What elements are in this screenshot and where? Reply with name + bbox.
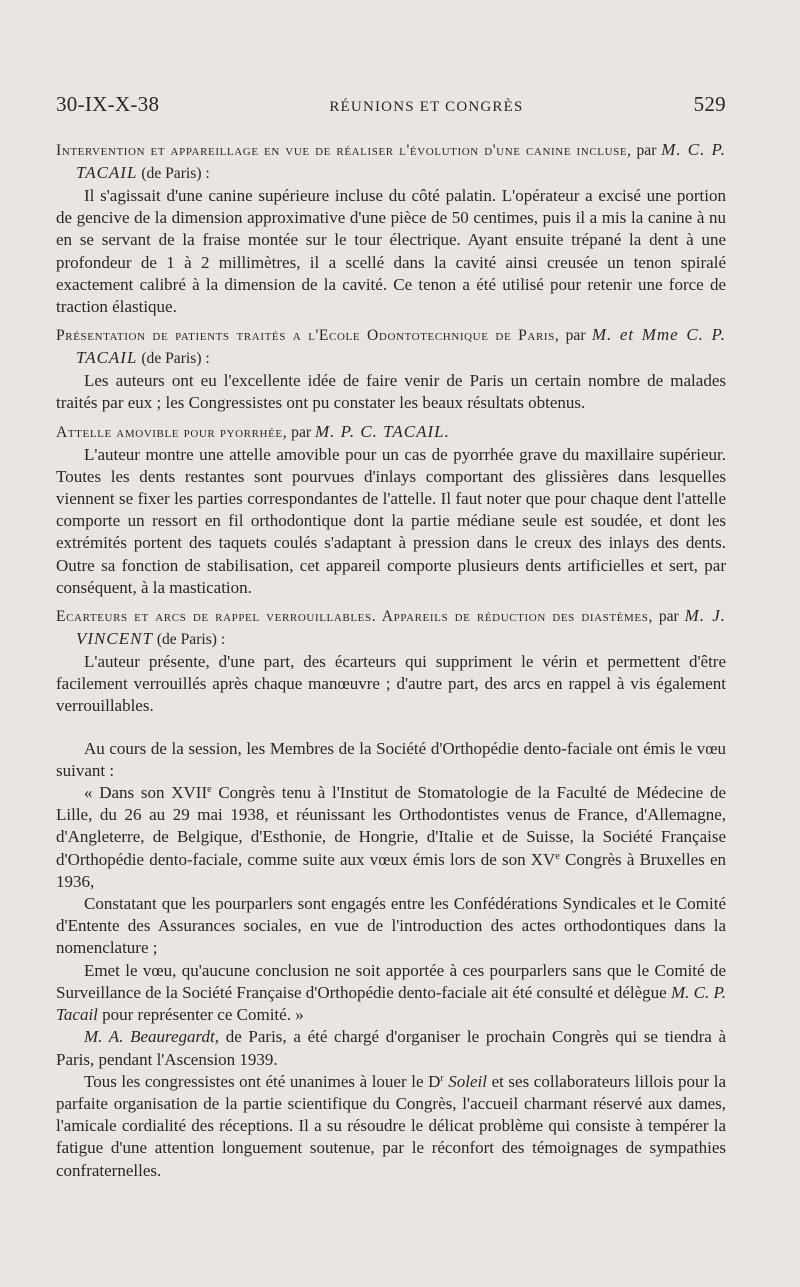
closing-intro: Au cours de la session, les Membres de la Société d'Orthopédie dento-faciale ont émis le vœu suivant : xyxy=(56,738,726,780)
voeu-paragraph-2: Constatant que les pourparlers sont engagés entre les Confédérations Syndicales et le Comité d'Entente des Assurances sociales, en vue de l'introduction des actes orthodontiques dans la nomenclature ; xyxy=(56,894,726,958)
article-author: M. P. C. TACAIL. xyxy=(314,421,450,441)
ordinal-sup: e xyxy=(207,784,212,796)
thanks-text: Tous les congressistes ont été unanimes à louer le D xyxy=(84,1071,441,1091)
voeu-text: Congrès à Bruxelles en 1936, xyxy=(56,849,726,891)
article-place: (de Paris) : xyxy=(141,350,210,368)
article-heading xyxy=(56,139,726,185)
article-author: M. et Mme C. P. TACAIL xyxy=(76,325,726,368)
article-by: par xyxy=(565,327,586,345)
running-head xyxy=(56,92,726,117)
section-title: RÉUNIONS ET CONGRÈS xyxy=(329,99,524,115)
article-title: Attelle amovible pour pyorrhée, xyxy=(56,423,288,441)
voeu-paragraph-1 xyxy=(56,782,726,893)
thanks-paragraph xyxy=(56,1071,726,1182)
article-heading xyxy=(56,324,726,370)
voeu-text: Emet le vœu, qu'aucune conclusion ne soit apportée à ces pourparlers sans que le Comité de Surveillance de la Société Française d'Orthopédie dento-faciale ait été consulté et délègue xyxy=(56,960,726,1002)
next-congress-paragraph xyxy=(56,1026,726,1070)
article-ecarteurs xyxy=(56,605,726,718)
article-title: Intervention et appareillage en vue de réaliser l'évolution d'une canine incluse, xyxy=(56,142,632,159)
article-by: par xyxy=(291,423,312,441)
article-paragraph: Il s'agissait d'une canine supérieure incluse du côté palatin. L'opérateur a excisé une portion de gencive de la dimension approximative d'une pièce de 50 centimes, puis il a mis la canine à nu en se servant de la fraise montée sur le tour électrique. Ayant ensuite trépané la dent à une profondeur de 1 à 2 millimètres, il a scellé dans la cavité ainsi creusée un tenon spiralé exactement calibré à la dimension de la cavité. Ce tenon a été utilisé pour retenir une force de traction élastique. xyxy=(56,186,726,317)
article-presentation-patients xyxy=(56,324,726,414)
voeu-text: pour représenter ce Comité. » xyxy=(97,1005,304,1025)
article-author: M. C. P. TACAIL xyxy=(76,140,726,182)
next-congress-text: de Paris, a été chargé d'organiser le prochain Congrès qui se tiendra à Paris, pendant l'Ascension 1939. xyxy=(56,1027,727,1069)
thanks-text: et ses collaborateurs lillois pour la parfaite organisation de la partie scientifique du Congrès, l'accueil charmant réservé aux dames, l'amicale cordialité des réceptions. Il a su résoudre le délicat problème qui consiste à tempérer la fatigue d'une attention longuement soutenue, par le réconfort des témoignages de sympathies confraternelles. xyxy=(56,1071,726,1180)
title-sup: r xyxy=(440,1072,444,1084)
issue-date: 30-IX-X-38 xyxy=(56,92,160,116)
honoree-name: Soleil xyxy=(443,1071,487,1091)
section-spacer xyxy=(56,724,726,738)
article-place: (de Paris) : xyxy=(156,631,226,649)
article-canine-incluse xyxy=(56,139,726,318)
ordinal-sup: e xyxy=(555,850,560,862)
article-attelle-amovible xyxy=(56,421,726,599)
voeu-text: « Dans son XVII xyxy=(84,783,208,803)
page-number: 529 xyxy=(693,92,726,116)
organizer-name: M. A. Beauregardt, xyxy=(84,1027,220,1047)
article-title: Présentation de patients traités a l'Ecole Odontotechnique de Paris, xyxy=(56,327,560,345)
voeu-text: Congrès tenu à l'Institut de Stomatologie de la Faculté de Médecine de Lille, du 26 au 29 mai 1938, et réunissant les Orthodontistes venus de France, d'Allemagne, d'Angleterre, de Belgique, d'Esthonie, de Hongrie, d'Italie et de Suisse, la Société Française d'Orthopédie dento-faciale, comme suite aux vœux émis lors de son XV xyxy=(56,783,726,869)
article-title: Ecarteurs et arcs de rappel verrouillables. Appareils de réduction des diastèmes, xyxy=(56,608,653,626)
article-paragraph: L'auteur présente, d'une part, des écarteurs qui suppriment le vérin et permettent d'être facilement verrouillés après chaque manœuvre ; d'autre part, des arcs en rappel à vis également verrouillables. xyxy=(56,652,726,716)
article-place: (de Paris) : xyxy=(141,165,210,182)
delegate-name: M. C. P. Tacail xyxy=(56,982,726,1025)
article-paragraph: L'auteur montre une attelle amovible pour un cas de pyorrhée grave du maxillaire supérieur. Toutes les dents restantes sont pourvues d'inlays comportant des glissières dans lesquelles viennent se fixer les parties correspondantes de l'attelle. Il faut noter que pour chaque dent l'attelle comporte un ressort en fil orthodontique dont la partie médiane seule est soudée, et dont les extrémités portent des taquets coulés s'adaptant à pression dans le creux des inlays des dents. Outre sa fonction de stabilisation, cet appareil comporte plusieurs dents artificielles et sert, par conséquent, à la mastication. xyxy=(56,444,726,597)
article-heading xyxy=(56,605,726,651)
article-author: M. J. VINCENT xyxy=(76,606,727,649)
article-paragraph: Les auteurs ont eu l'excellente idée de faire venir de Paris un certain nombre de malades traités par eux ; les Congressistes ont pu constater les beaux résultats obtenus. xyxy=(56,371,726,413)
closing-section xyxy=(56,738,726,1182)
voeu-paragraph-3 xyxy=(56,960,726,1027)
article-by: par xyxy=(658,608,679,626)
article-heading xyxy=(56,421,726,444)
article-by: par xyxy=(636,142,657,159)
